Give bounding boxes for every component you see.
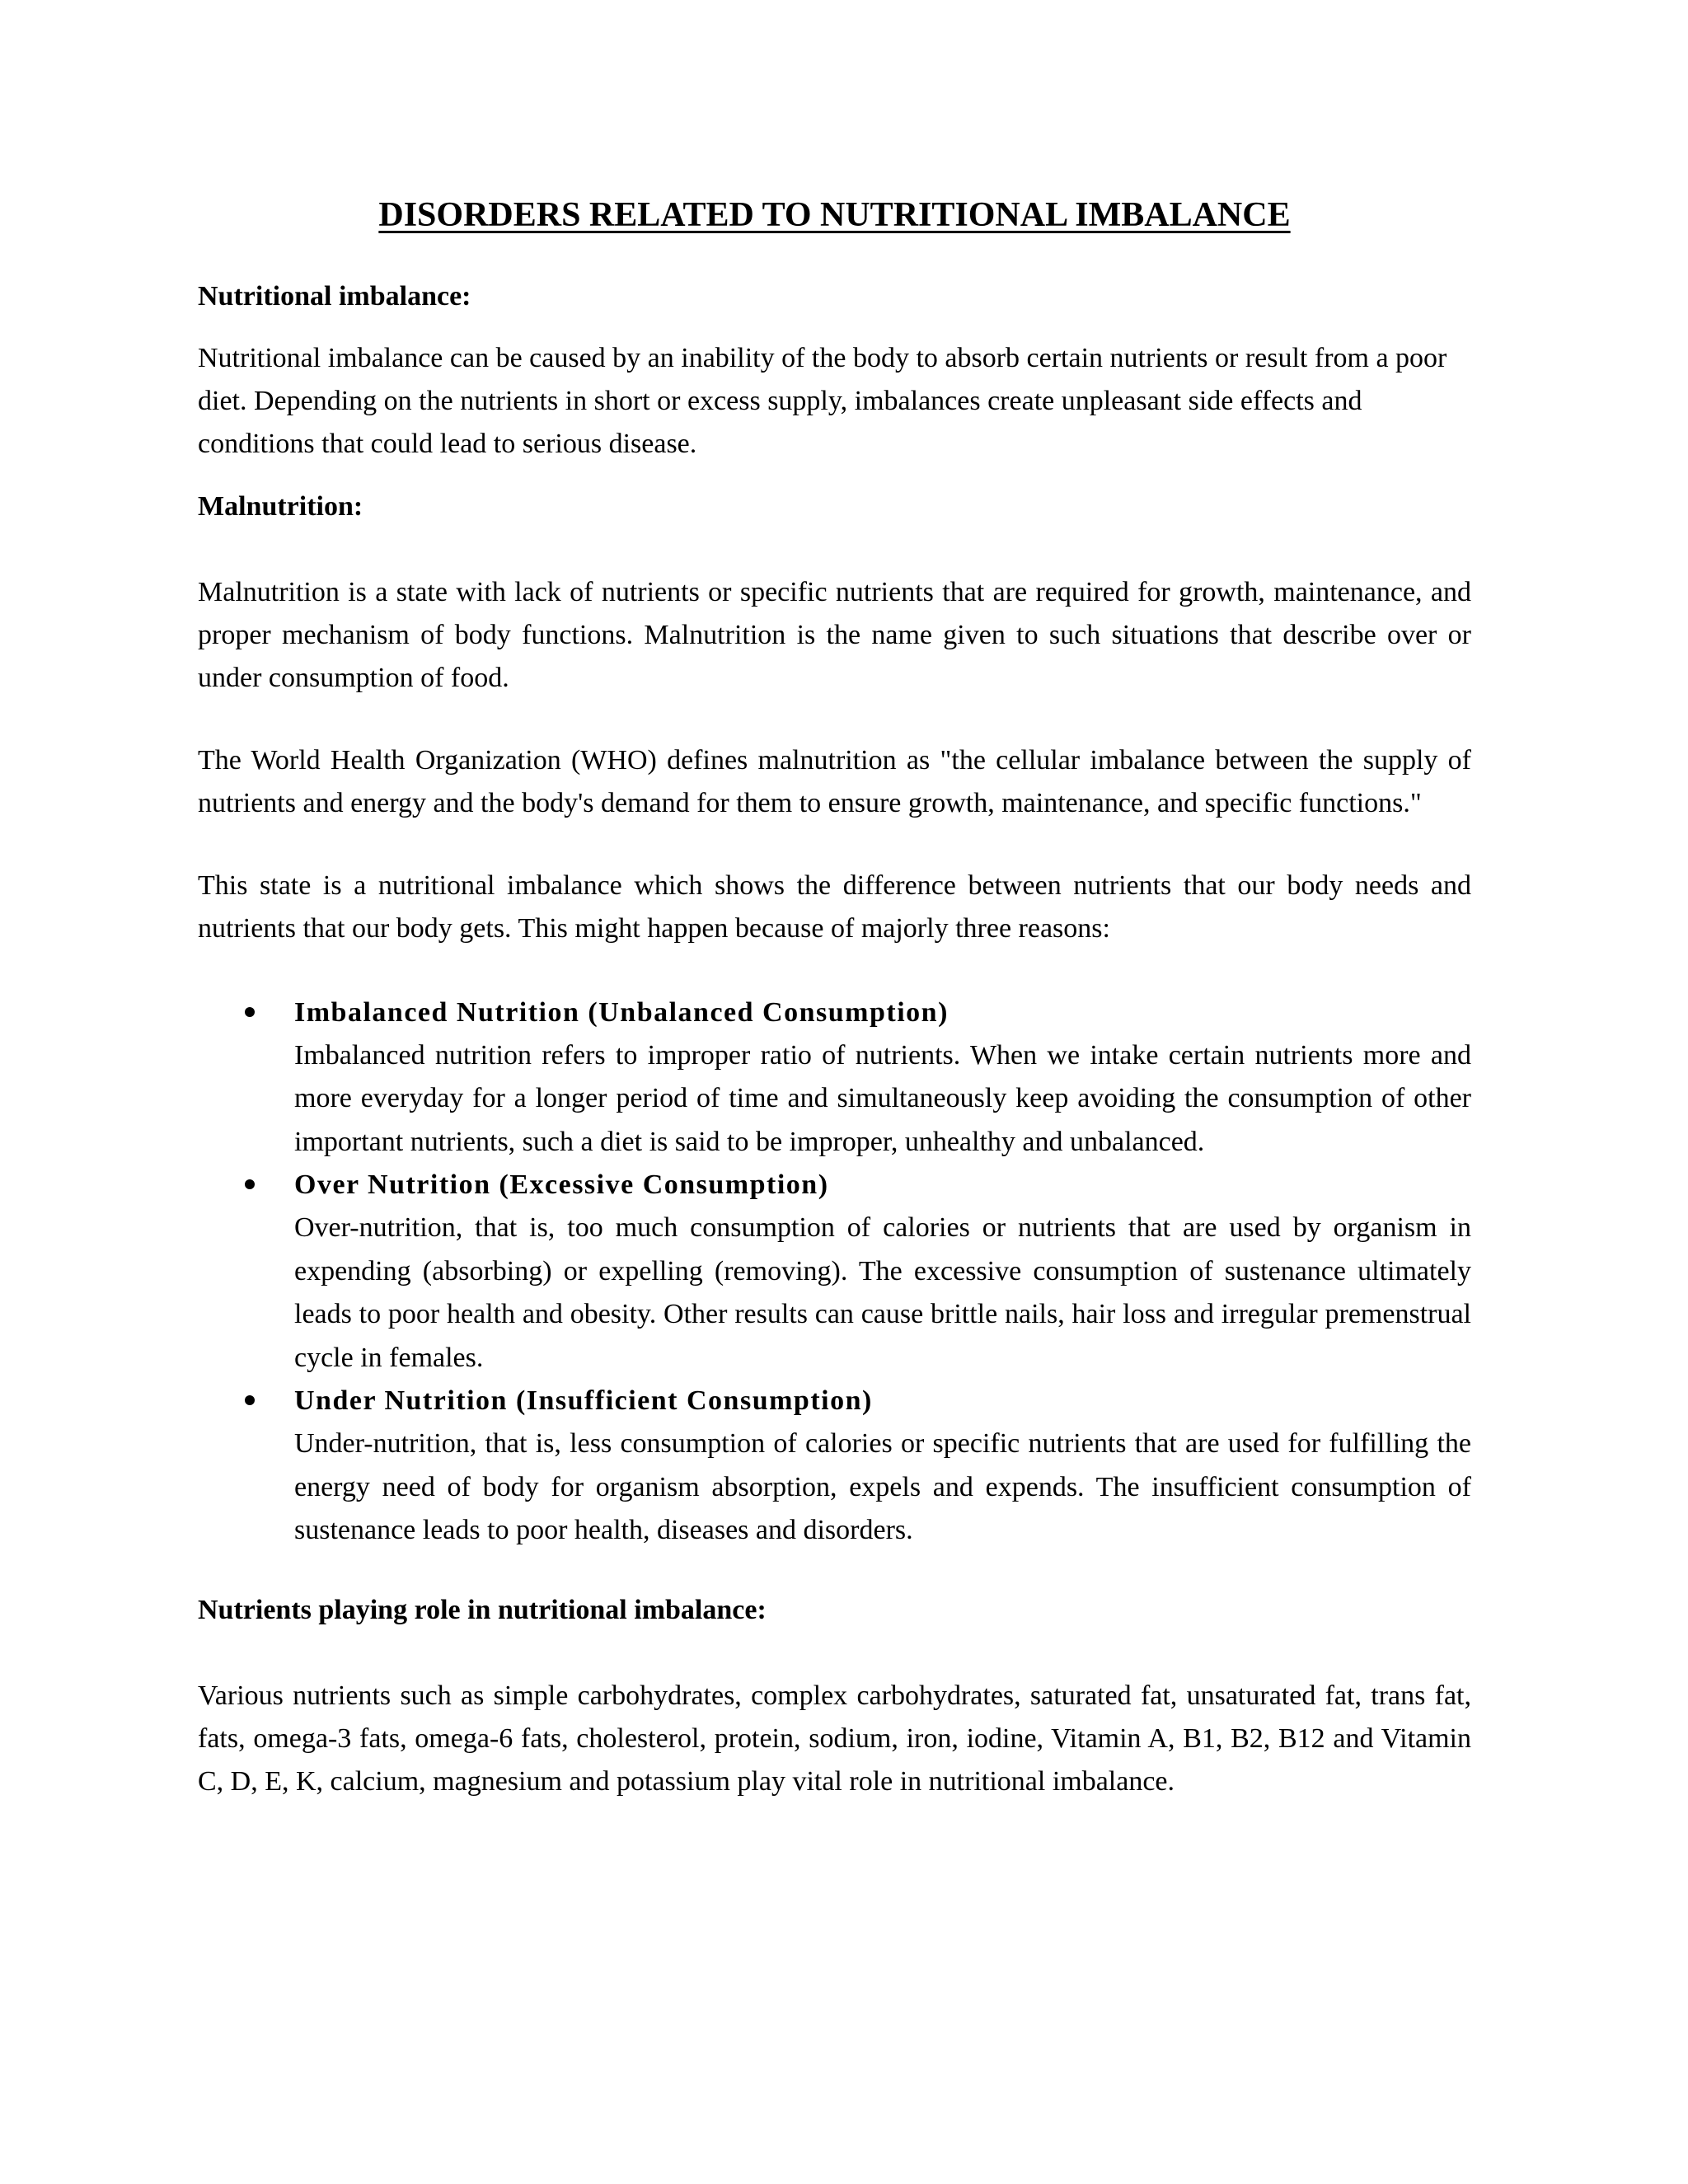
bullet-heading-over-nutrition: Over Nutrition (Excessive Consumption) xyxy=(294,1169,829,1201)
bullet-heading-imbalanced-nutrition: Imbalanced Nutrition (Unbalanced Consumption) xyxy=(294,996,949,1028)
page-title: DISORDERS RELATED TO NUTRITIONAL IMBALANCE xyxy=(378,196,1291,234)
bullet-icon xyxy=(245,1395,255,1405)
nutrients-role-paragraph: Various nutrients such as simple carbohydrates, complex carbohydrates, saturated fat, unsaturated fat, trans fat, fats, omega-3 fats, omega-6 fats, cholesterol, protein, sodium, iron, iodine, Vitamin A, B1, B2, B12 and Vitamin C, D, E, K, calcium, magnesium and potassium play vital role in nutritional imbalance. xyxy=(198,1680,1471,1797)
malnutrition-paragraph-1: Malnutrition is a state with lack of nutrients or specific nutrients that are required for growth, maintenance, and proper mechanism of body functions. Malnutrition is the name given to such situations that describe over or under consumption of food. xyxy=(198,576,1471,693)
malnutrition-reasons-list xyxy=(198,991,1471,1553)
nutritional-imbalance-paragraph: Nutritional imbalance can be caused by an inability of the body to absorb certain nutrients or result from a poor diet. Depending on the nutrients in short or excess supply, imbalances create unpleasant side effects and conditions that could lead to serious disease. xyxy=(198,342,1447,459)
section-heading-malnutrition: Malnutrition: xyxy=(198,490,363,522)
bullet-icon xyxy=(245,1007,255,1017)
list-item xyxy=(198,1380,1471,1553)
bullet-body-under-nutrition: Under-nutrition, that is, less consumption of calories or specific nutrients that are used for fulfilling the energy need of body for organism absorption, expels and expends. The insufficient consumption of sustenance leads to poor health, diseases and disorders. xyxy=(294,1428,1471,1546)
malnutrition-paragraph-3: This state is a nutritional imbalance which shows the difference between nutrients that our body needs and nutrients that our body gets. This might happen because of majorly three reasons: xyxy=(198,869,1471,944)
bullet-body-over-nutrition: Over-nutrition, that is, too much consumption of calories or nutrients that are used by organism in expending (absorbing) or expelling (removing). The excessive consumption of sustenance ultimately leads to poor health and obesity. Other results can cause brittle nails, hair loss and irregular premenstrual cycle in females. xyxy=(294,1212,1471,1373)
bullet-body-imbalanced-nutrition: Imbalanced nutrition refers to improper ratio of nutrients. When we intake certain nutrients more and more everyday for a longer period of time and simultaneously keep avoiding the consumption of other important nutrients, such a diet is said to be improper, unhealthy and unbalanced. xyxy=(294,1039,1471,1157)
section-heading-nutritional-imbalance: Nutritional imbalance: xyxy=(198,281,471,312)
section-heading-nutrients-role: Nutrients playing role in nutritional imbalance: xyxy=(198,1594,767,1625)
bullet-icon xyxy=(245,1179,255,1189)
list-item xyxy=(198,991,1471,1165)
list-item xyxy=(198,1164,1471,1380)
malnutrition-paragraph-2: The World Health Organization (WHO) defines malnutrition as "the cellular imbalance between the supply of nutrients and energy and the body's demand for them to ensure growth, maintenance, and specific functions." xyxy=(198,744,1471,818)
document-page xyxy=(198,194,1471,1803)
bullet-heading-under-nutrition: Under Nutrition (Insufficient Consumption) xyxy=(294,1385,873,1417)
